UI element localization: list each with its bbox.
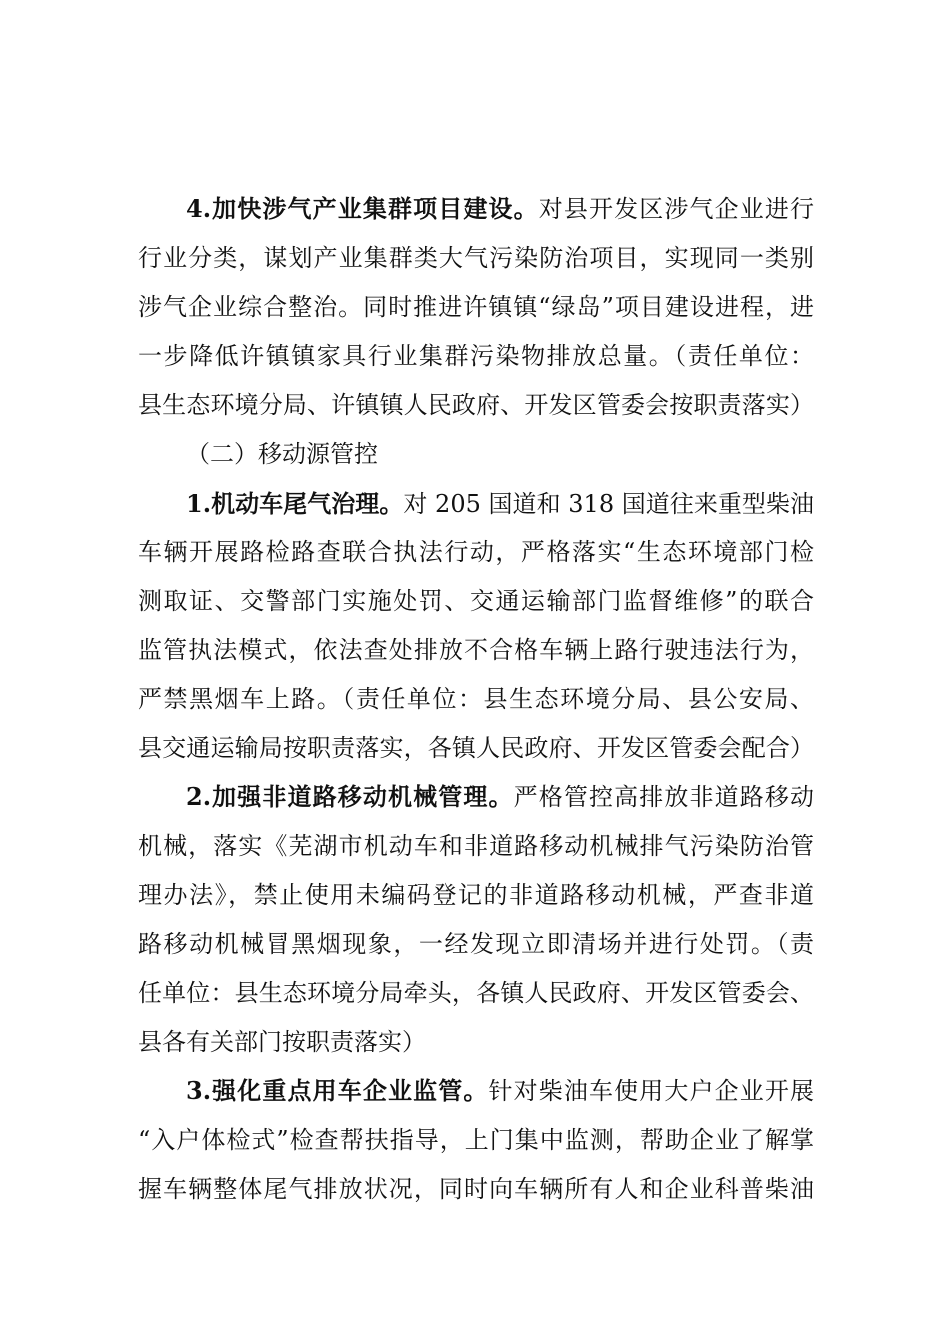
paragraph-3-line-6: 县各有关部门按职责落实） (138, 1028, 426, 1056)
paragraph-2-line-4: 监管执法模式，依法查处排放不合格车辆上路行驶违法行为， (138, 636, 814, 664)
paragraph-4-line-3: 握车辆整体尾气排放状况，同时向车辆所有人和企业科普柴油 (138, 1175, 814, 1203)
paragraph-1-line-1 (186, 189, 814, 229)
paragraph-1-line-5: 县生态环境分局、许镇镇人民政府、开发区管委会按职责落实） (138, 391, 814, 419)
paragraph-3-lead: 2.加强非道路移动机械管理。 (186, 782, 514, 811)
paragraph-2-text: 对 205 国道和 318 国道往来重型柴油 (403, 490, 814, 518)
paragraph-1-line-3: 涉气企业综合整治。同时推进许镇镇“绿岛”项目建设进程，进 (138, 293, 814, 321)
section-heading: （二）移动源管控 (186, 440, 378, 468)
paragraph-3-line-5: 任单位：县生态环境分局牵头，各镇人民政府、开发区管委会、 (138, 979, 814, 1007)
paragraph-3-line-2: 机械，落实《芜湖市机动车和非道路移动机械排气污染防治管 (138, 832, 814, 860)
paragraph-4-line-2: “入户体检式”检查帮扶指导，上门集中监测，帮助企业了解掌 (138, 1126, 814, 1154)
paragraph-3-line-4: 路移动机械冒黑烟现象，一经发现立即清场并进行处罚。（责 (138, 930, 814, 958)
paragraph-1-line-2: 行业分类，谋划产业集群类大气污染防治项目，实现同一类别 (138, 244, 814, 272)
paragraph-3-text: 严格管控高排放非道路移动 (513, 783, 815, 811)
paragraph-4-text: 针对柴油车使用大户企业开展 (488, 1077, 814, 1105)
paragraph-2-lead: 1.机动车尾气治理。 (186, 489, 404, 518)
paragraph-1-text: 对县开发区涉气企业进行 (538, 195, 815, 223)
paragraph-3-line-3: 理办法》，禁止使用未编码登记的非道路移动机械，严查非道 (138, 881, 814, 909)
paragraph-2-line-5: 严禁黑烟车上路。（责任单位：县生态环境分局、县公安局、 (138, 685, 814, 713)
paragraph-2-line-2: 车辆开展路检路查联合执法行动，严格落实“生态环境部门检 (138, 538, 814, 566)
paragraph-1-lead: 4.加快涉气产业集群项目建设。 (186, 194, 539, 223)
paragraph-1-line-4: 一步降低许镇镇家具行业集群污染物排放总量。（责任单位： (138, 342, 814, 370)
paragraph-2-line-3: 测取证、交警部门实施处罚、交通运输部门监督维修”的联合 (138, 587, 814, 615)
paragraph-4-lead: 3.强化重点用车企业监管。 (186, 1076, 489, 1105)
paragraph-2-line-1 (186, 484, 814, 524)
paragraph-2-line-6: 县交通运输局按职责落实，各镇人民政府、开发区管委会配合） (138, 734, 814, 762)
paragraph-4-line-1 (186, 1071, 814, 1111)
paragraph-3-line-1 (186, 777, 814, 817)
